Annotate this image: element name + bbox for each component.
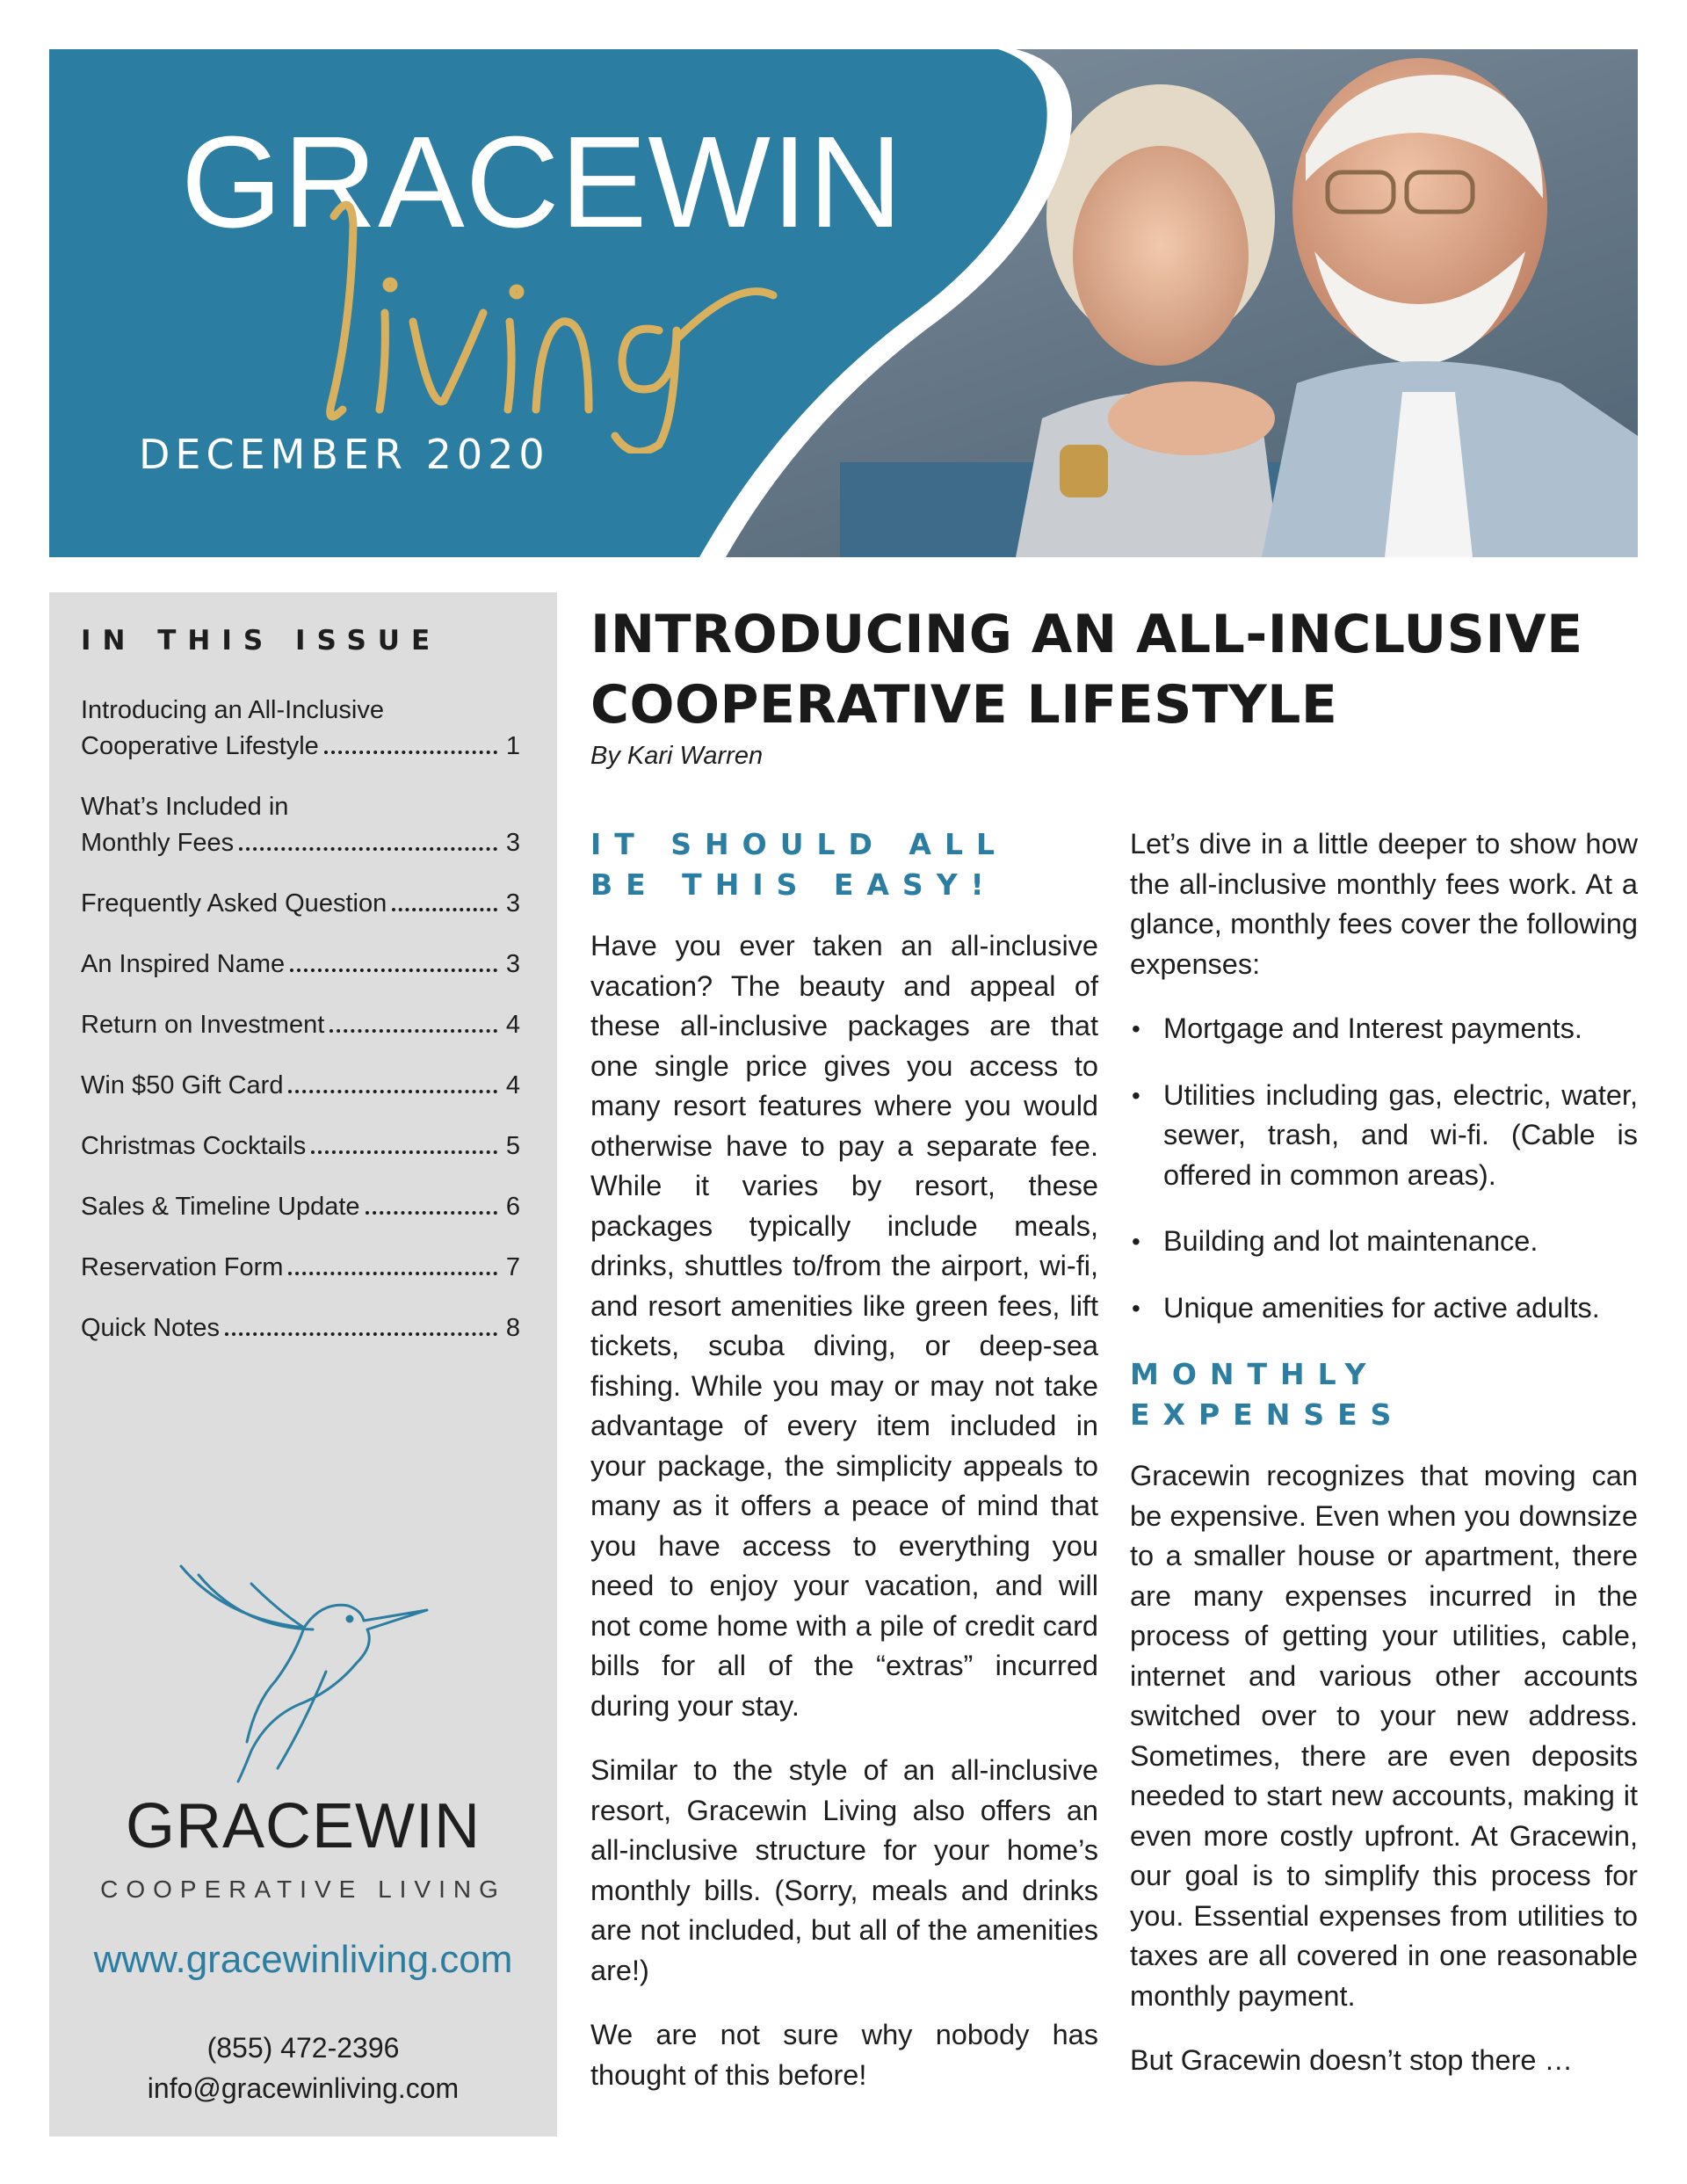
table-of-contents: [81, 693, 520, 1371]
hummingbird-icon: [172, 1557, 436, 1786]
sidebar: [49, 592, 557, 2137]
toc-leader-dots: [324, 751, 497, 754]
article-title-line: COOPERATIVE LIFESTYLE: [590, 674, 1338, 736]
toc-leader-dots: [225, 1332, 497, 1336]
toc-item-page: 7: [505, 1253, 520, 1281]
toc-item-title: Christmas Cocktails: [81, 1132, 307, 1160]
toc-item-page: 3: [505, 829, 520, 857]
expense-list: [1130, 1009, 1638, 1328]
toc-item-title: An Inspired Name: [81, 950, 286, 978]
toc-item[interactable]: [81, 1250, 520, 1286]
article-column-right: [1130, 824, 1638, 2106]
toc-leader-dots: [239, 847, 497, 851]
toc-leader-dots: [311, 1150, 497, 1154]
paragraph: We are not sure why nobody has thought of this before!: [590, 2019, 1098, 2091]
toc-leader-dots: [392, 908, 497, 911]
website-link[interactable]: www.gracewinliving.com: [93, 1938, 513, 1981]
byline: By Kari Warren: [590, 742, 764, 770]
list-item: • Mortgage and Interest payments.: [1130, 1009, 1638, 1049]
toc-item[interactable]: [81, 1068, 520, 1104]
toc-item-page: 4: [505, 1071, 520, 1099]
paragraph: Similar to the style of an all-inclusive resort, Gracewin Living also offers an all-inclusive structure for your home’s monthly bills. (Sorry, meals and drinks are not included, but all of the amenities are!): [590, 1754, 1098, 1986]
paragraph: But Gracewin doesn’t stop there …: [1130, 2044, 1574, 2076]
toc-item[interactable]: [81, 947, 520, 983]
toc-item[interactable]: [81, 789, 520, 861]
toc-item-page: 3: [505, 889, 520, 918]
paragraph: Gracewin recognizes that moving can be expensive. Even when you downsize to a smaller house or apartment, there are many expenses incurred in the process of getting your utilities, cable, internet and various other accounts switched over to your new address. Sometimes, there are even deposits needed to start new accounts, making it even more costly upfront. At Gracewin, our goal is to simplify this process for you. Essential expenses from utilities to taxes are all covered in one reasonable monthly payment.: [1130, 1460, 1638, 2012]
toc-item-title: Quick Notes: [81, 1314, 220, 1342]
toc-leader-dots: [290, 969, 497, 972]
toc-item-page: 4: [505, 1011, 520, 1039]
living-script-logo: [299, 190, 791, 453]
toc-item-title: Frequently Asked Question: [81, 889, 387, 918]
toc-item[interactable]: [81, 693, 520, 765]
toc-item[interactable]: [81, 1128, 520, 1165]
toc-item-title: Sales & Timeline Update: [81, 1193, 360, 1221]
toc-item-title: Cooperative Lifestyle: [81, 732, 319, 760]
gracewin-logo-word: GRACEWIN: [126, 1791, 481, 1861]
article-title-line: INTRODUCING AN ALL-INCLUSIVE: [590, 604, 1583, 665]
toc-leader-dots: [288, 1090, 496, 1093]
toc-heading: IN THIS ISSUE: [81, 625, 442, 657]
toc-item-title-line: What’s Included in: [81, 793, 289, 821]
toc-item[interactable]: [81, 1310, 520, 1346]
article-column-left: [590, 824, 1098, 2120]
toc-leader-dots: [288, 1272, 496, 1275]
toc-item-title: Return on Investment: [81, 1011, 325, 1039]
toc-item-page: 8: [505, 1314, 520, 1342]
paragraph: Let’s dive in a little deeper to show how the all-inclusive monthly fees work. At a glance, monthly fees cover the following expenses:: [1130, 828, 1638, 980]
section-heading: MONTHLY EXPENSES: [1130, 1357, 1405, 1432]
toc-item[interactable]: [81, 886, 520, 922]
paragraph: Have you ever taken an all-inclusive vacation? The beauty and appeal of these all-inclusive packages are that one single price gives you access to many resort features where you would otherwise have to pay a separate fee. While it varies by resort, these packages typically include meals, drinks, shuttles to/from the airport, wi-fi, and resort amenities like green fees, lift tickets, scuba diving, or deep-sea fishing. While you may or may not take advantage of every item included in your package, the simplicity appeals to many as it offers a peace of mind that you have access to everything you need to enjoy your vacation, and will not come home with a pile of credit card bills for all of the “extras” incurred during your stay.: [590, 930, 1098, 1722]
list-item: • Building and lot maintenance.: [1130, 1222, 1638, 1262]
toc-item[interactable]: [81, 1189, 520, 1225]
toc-leader-dots: [366, 1211, 497, 1215]
toc-item-page: 3: [505, 950, 520, 978]
toc-item-title-line: Introducing an All-Inclusive: [81, 696, 384, 724]
article-title: [590, 599, 1645, 740]
toc-item-title: Reservation Form: [81, 1253, 284, 1281]
header-banner: [49, 49, 1638, 557]
toc-item-title: Win $50 Gift Card: [81, 1071, 284, 1099]
email-link[interactable]: info@gracewinliving.com: [147, 2072, 460, 2104]
toc-leader-dots: [329, 1029, 497, 1033]
issue-date: DECEMBER 2020: [139, 431, 550, 478]
toc-item-page: 5: [505, 1132, 520, 1160]
toc-item-page: 1: [505, 732, 520, 760]
section-heading: IT SHOULD ALL BE THIS EASY!: [590, 827, 1009, 902]
gracewin-logo-tagline: COOPERATIVE LIVING: [100, 1876, 506, 1903]
toc-item[interactable]: [81, 1007, 520, 1043]
toc-item-page: 6: [505, 1193, 520, 1221]
phone-number: (855) 472-2396: [206, 2032, 400, 2064]
brand-wordmark: GRACEWIN: [181, 110, 903, 255]
toc-item-title: Monthly Fees: [81, 829, 235, 857]
list-item: • Unique amenities for active adults.: [1130, 1288, 1638, 1329]
list-item: • Utilities including gas, electric, water, sewer, trash, and wi-fi. (Cable is offered in common areas).: [1130, 1076, 1638, 1196]
